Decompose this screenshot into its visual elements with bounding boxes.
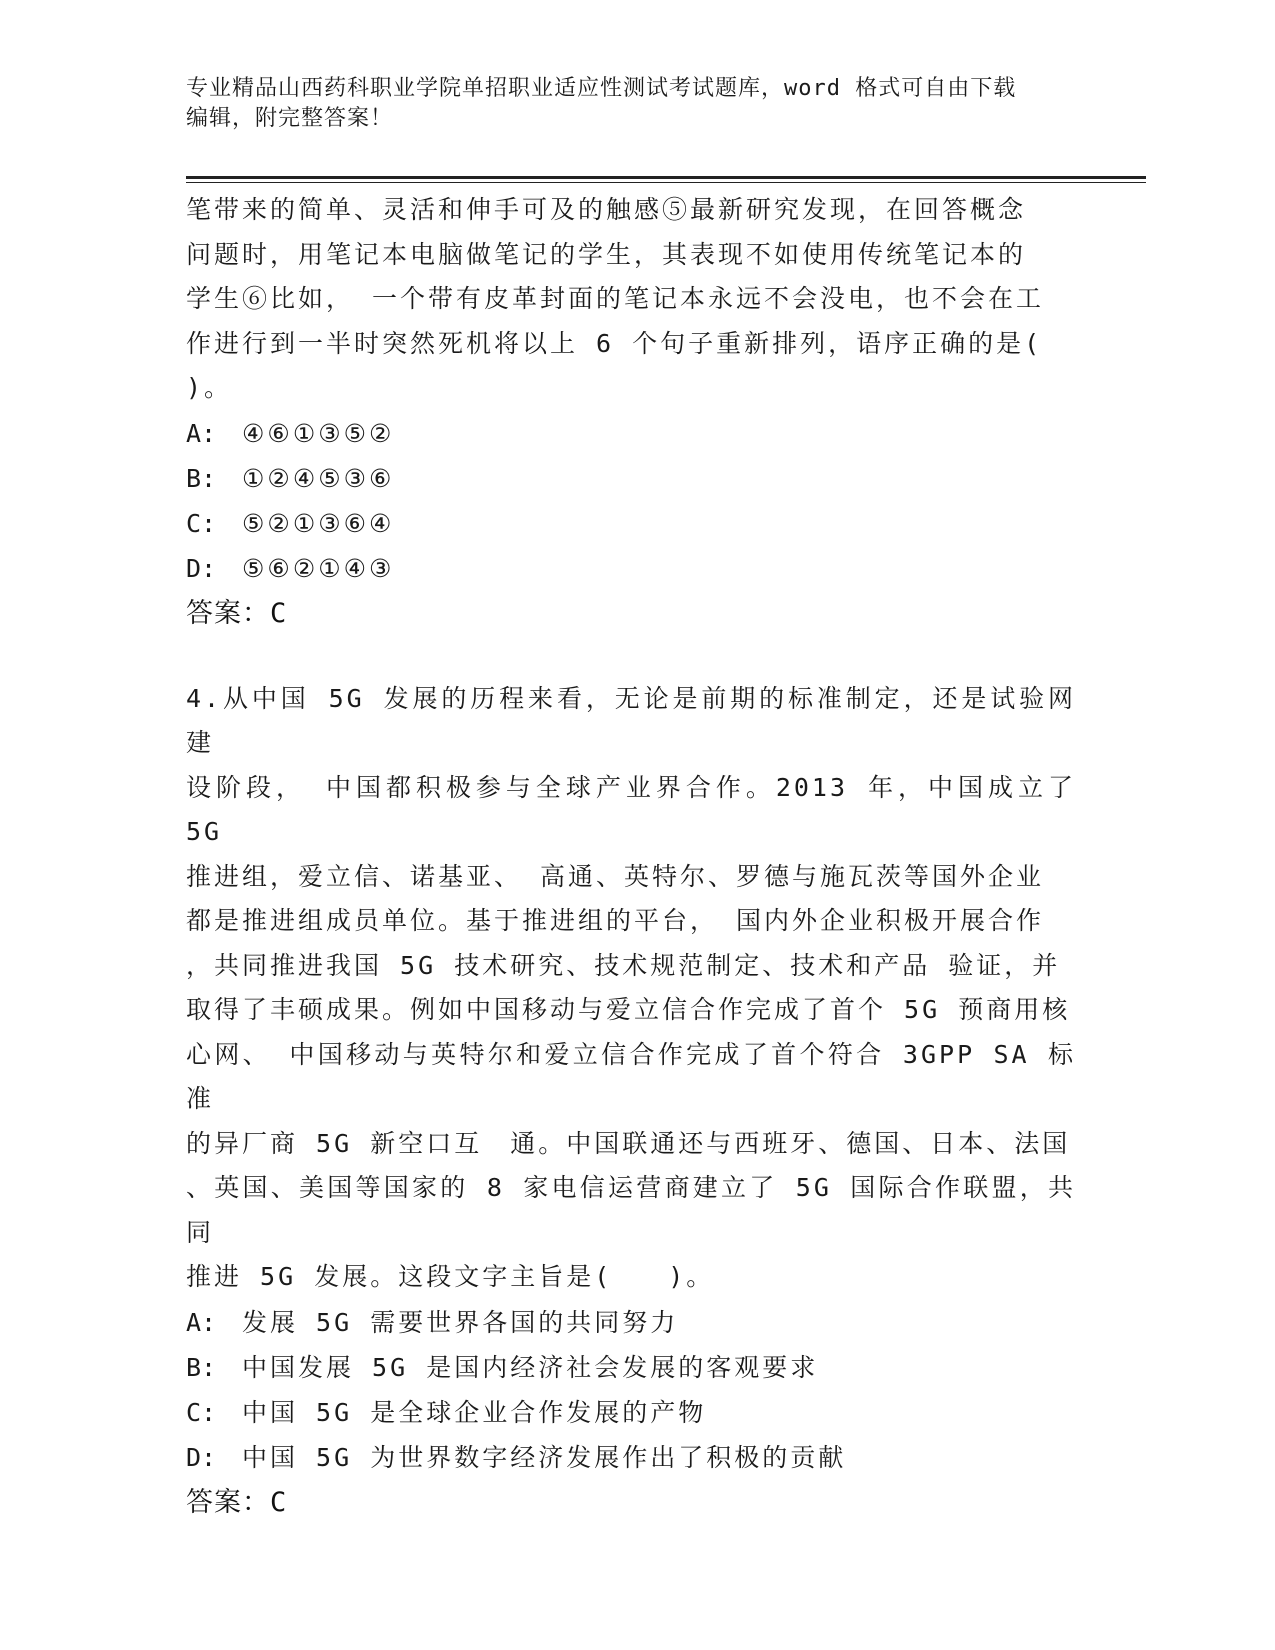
question-4-text-line: 、英国、美国等国家的 8 家电信运营商建立了 5G 国际合作联盟，共同 <box>186 1173 1076 1247</box>
option-letter: B: <box>186 463 217 493</box>
question-4-text-line: 4.从中国 5G 发展的历程来看，无论是前期的标准制定，还是试验网建 <box>186 683 1076 757</box>
option-letter: C: <box>186 1397 217 1427</box>
option-text: 中国 5G 为世界数字经济发展作出了积极的贡献 <box>242 1442 847 1472</box>
header-line-1: 专业精品山西药科职业学院单招职业适应性测试考试题库，word 格式可自由下载 <box>186 76 1017 101</box>
question-4-text-line: 取得了丰硕成果。例如中国移动与爱立信合作完成了首个 5G 预商用核 <box>186 995 1071 1024</box>
document-body <box>186 188 1076 1526</box>
question-4-text-line: 的异厂商 5G 新空口互 通。中国联通还与西班牙、德国、日本、法国 <box>186 1128 1071 1158</box>
question-spacer <box>186 637 1076 677</box>
question-3 <box>186 188 1076 637</box>
question-3-text-line: 学生⑥比如， 一个带有皮革封面的笔记本永远不会没电，也不会在工 <box>186 284 1045 313</box>
header-divider-thick <box>186 176 1146 179</box>
option-text: ④⑥①③⑤② <box>242 418 395 448</box>
option-letter: A: <box>186 1307 217 1337</box>
question-3-text-line: 笔带来的简单、灵活和伸手可及的触感⑤最新研究发现，在回答概念 <box>186 195 1027 224</box>
option-text: 中国 5G 是全球企业合作发展的产物 <box>242 1397 707 1427</box>
question-4-option-b <box>186 1345 1076 1390</box>
question-4-answer: 答案：C <box>186 1486 288 1518</box>
question-3-text-line: 作进行到一半时突然死机将以上 6 个句子重新排列，语序正确的是( <box>186 328 1043 358</box>
question-4-text-line: 推进 5G 发展。这段文字主旨是( )。 <box>186 1262 715 1291</box>
question-4-text-line: ，共同推进我国 5G 技术研究、技术规范制定、技术和产品 验证，并 <box>186 950 1061 980</box>
header-line-2: 编辑，附完整答案！ <box>186 106 394 131</box>
question-4-option-a <box>186 1300 1076 1345</box>
question-3-text-line: 问题时，用笔记本电脑做笔记的学生，其表现不如使用传统笔记本的 <box>186 239 1027 269</box>
question-3-text-line: )。 <box>186 373 233 402</box>
question-4-text-line: 设阶段， 中国都积极参与全球产业界合作。2013 年，中国成立了 5G <box>186 772 1076 846</box>
option-text: 发展 5G 需要世界各国的共同努力 <box>242 1307 679 1337</box>
document-header <box>186 74 1066 134</box>
question-3-option-a <box>186 411 1076 456</box>
question-4-text-line: 推进组，爱立信、诺基亚、 高通、英特尔、罗德与施瓦茨等国外企业 <box>186 861 1045 891</box>
option-letter: D: <box>186 553 217 583</box>
question-4 <box>186 677 1076 1526</box>
option-letter: B: <box>186 1352 217 1382</box>
question-3-option-c <box>186 501 1076 546</box>
question-4-text-line: 都是推进组成员单位。基于推进组的平台， 国内外企业积极开展合作 <box>186 906 1045 935</box>
option-text: 中国发展 5G 是国内经济社会发展的客观要求 <box>242 1352 819 1382</box>
option-text: ⑤②①③⑥④ <box>242 508 395 538</box>
question-4-text-line: 心网、 中国移动与英特尔和爱立信合作完成了首个符合 3GPP SA 标准 <box>186 1039 1076 1113</box>
question-4-option-d <box>186 1435 1076 1480</box>
option-letter: D: <box>186 1442 217 1472</box>
option-text: ⑤⑥②①④③ <box>242 553 395 583</box>
question-3-answer: 答案：C <box>186 597 288 629</box>
question-3-option-b <box>186 456 1076 501</box>
header-divider-thin <box>186 182 1146 183</box>
question-3-option-d <box>186 546 1076 591</box>
question-4-option-c <box>186 1390 1076 1435</box>
option-text: ①②④⑤③⑥ <box>242 463 395 493</box>
option-letter: A: <box>186 418 217 448</box>
option-letter: C: <box>186 508 217 538</box>
